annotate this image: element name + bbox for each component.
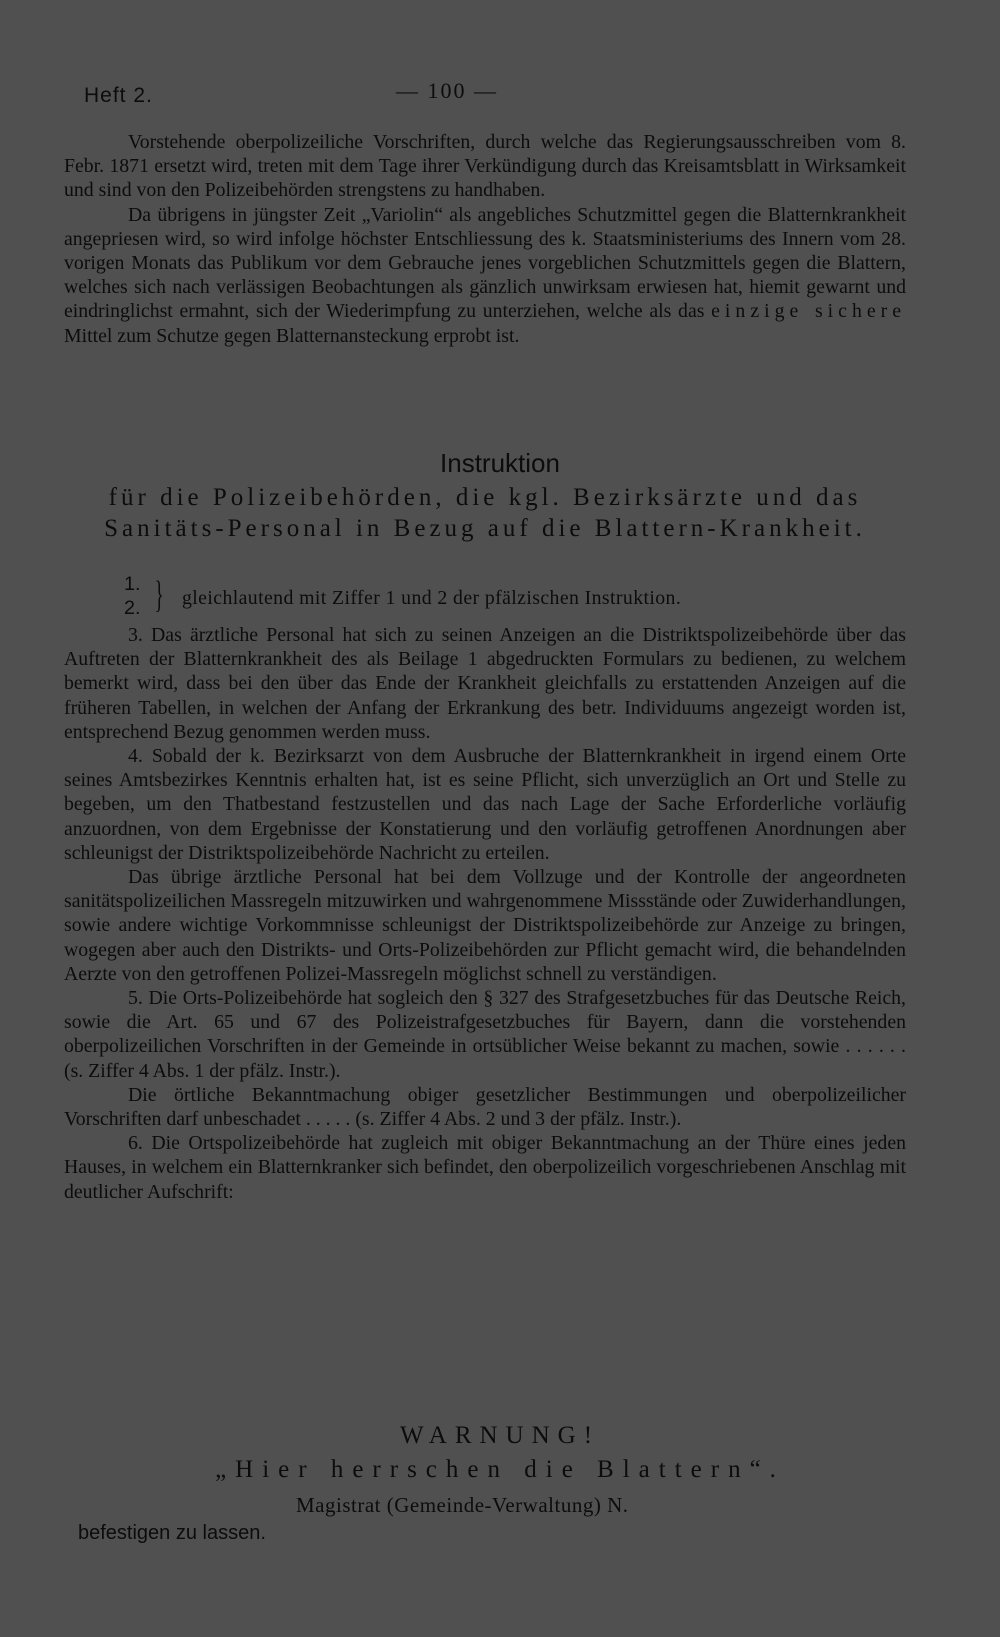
instruction-subtitle: für die Polizeibehörden, die kgl. Bezirksärzte und das Sanitäts-Personal in Bezug auf die Blattern-Krankheit.: [104, 484, 866, 542]
intro-paragraph-2-text-a: Da übrigens in jüngster Zeit „Variolin“ als angebliches Schutzmittel gegen die Blatternkrankheit angepriesen wird, so wird infolge höchster Entschliessung des k. Staatsministeriums des Innern vom 28. vorigen Monats das Publikum vor dem Gebrauche jenes vorgeblichen Schutzmittels gegen die Blattern, welches sich nach verlässigen Beobachtungen als gänzlich unwirksam erwiesen hat, hiemit gewarnt und eindringlichst ermahnt, sich der Wiederimpfung zu unterziehen, welche als das: [64, 203, 906, 323]
brace-icon: }: [154, 574, 164, 616]
section-4-paragraph-2: Das übrige ärztliche Personal hat bei dem Vollzuge und der Kontrolle der angeordneten sanitätspolizeilichen Massregeln mitzuwirken und wahrgenommene Missstände oder Zuwiderhandlungen, sowie andere wichtige Vorkommnisse schleunigst der Distriktspolizeibehörde zur Anzeige zu bringen, wogegen aber auch den Distrikts- und Orts-Polizeibehörden zur Pflicht gemacht wird, die behandelnden Aerzte von den getroffenen Polizei-Massregeln möglichst schnell zu verständigen.: [64, 866, 906, 985]
warning-signature: Magistrat (Gemeinde-Verwaltung) N.: [296, 1493, 629, 1517]
section-6: 6. Die Ortspolizeibehörde hat zugleich mit obiger Bekanntmachung an der Thüre eines jeden Hauses, in welchem ein Blatternkranker sich befindet, den oberpolizeilich vorgeschriebenen Anschlag mit deutlicher Aufschrift:: [64, 1132, 906, 1203]
page-number: — 100 —: [396, 78, 498, 103]
section-4-paragraph-1: 4. Sobald der k. Bezirksarzt von dem Ausbruche der Blatternkrankheit in irgend einem Orte seines Amtsbezirkes Kenntnis erhalten hat, ist es seine Pflicht, sich unverzüglich an Ort und Stelle zu begeben, um den Thatbestand festzustellen und das nach Lage der Sache Erforderliche vorläufig anzuordnen, von dem Ergebnisse der Konstatierung und den vorläufig getroffenen Anordnungen aber schleunigst der Distriktspolizeibehörde Nachricht zu erteilen.: [64, 745, 906, 864]
instruction-title: Instruktion: [440, 448, 560, 478]
intro-paragraph-2-text-b: Mittel zum Schutze gegen Blatternansteckung erprobt ist.: [64, 324, 520, 347]
items-1-2: [124, 573, 924, 623]
issue-label: Heft 2.: [84, 84, 153, 107]
closing-line: befestigen zu lassen.: [78, 1522, 266, 1544]
section-5-paragraph-1: 5. Die Orts-Polizeibehörde hat sogleich den § 327 des Strafgesetzbuches für das Deutsche Reich, sowie die Art. 65 und 67 des Polizeistrafgesetzbuches für Bayern, dann die vorstehenden oberpolizeilichen Vorschriften in der Gemeinde in ortsüblicher Weise bekannt zu machen, sowie . . . . . . (s. Ziffer 4 Abs. 1 der pfälz. Instr.).: [64, 987, 906, 1082]
item-number-1: 1.: [124, 573, 141, 595]
item-number-2: 2.: [124, 597, 141, 619]
items-1-2-text: gleichlautend mit Ziffer 1 und 2 der pfälzischen Instruktion.: [182, 587, 682, 609]
warning-text: „Hier herrschen die Blattern“.: [215, 1456, 785, 1483]
section-5-paragraph-2: Die örtliche Bekanntmachung obiger gesetzlicher Bestimmungen und oberpolizeilicher Vorschriften darf unbeschadet . . . . . (s. Ziffer 4 Abs. 2 und 3 der pfälz. Instr.).: [64, 1083, 906, 1131]
page-header: [0, 74, 1000, 114]
sections-body: [64, 623, 906, 1204]
intro-emphasis: einzige sichere: [711, 300, 906, 323]
intro-section: [64, 130, 906, 348]
intro-paragraph-1: Vorstehende oberpolizeiliche Vorschriften, durch welche das Regierungsausschreiben vom 8. Febr. 1871 ersetzt wird, treten mit dem Tage ihrer Verkündigung durch das Kreisamtsblatt in Wirksamkeit und sind von den Polizeibehörden strengstens zu handhaben.: [64, 131, 906, 202]
warning-title: WARNUNG!: [399, 1422, 601, 1449]
section-3: 3. Das ärztliche Personal hat sich zu seinen Anzeigen an die Distriktspolizeibehörde über das Auftreten der Blatternkrankheit des als Beilage 1 abgedruckten Formulars zu bedienen, zu welchem bemerkt wird, dass bei den über das Ende der Krankheit gleichfalls zu erstattenden Anzeigen auf die früheren Tabellen, in welchen der Anfang der Erkrankung des betr. Individuums angezeigt worden ist, entsprechend Bezug genommen werden muss.: [64, 624, 906, 743]
intro-paragraph-2: [64, 203, 906, 348]
